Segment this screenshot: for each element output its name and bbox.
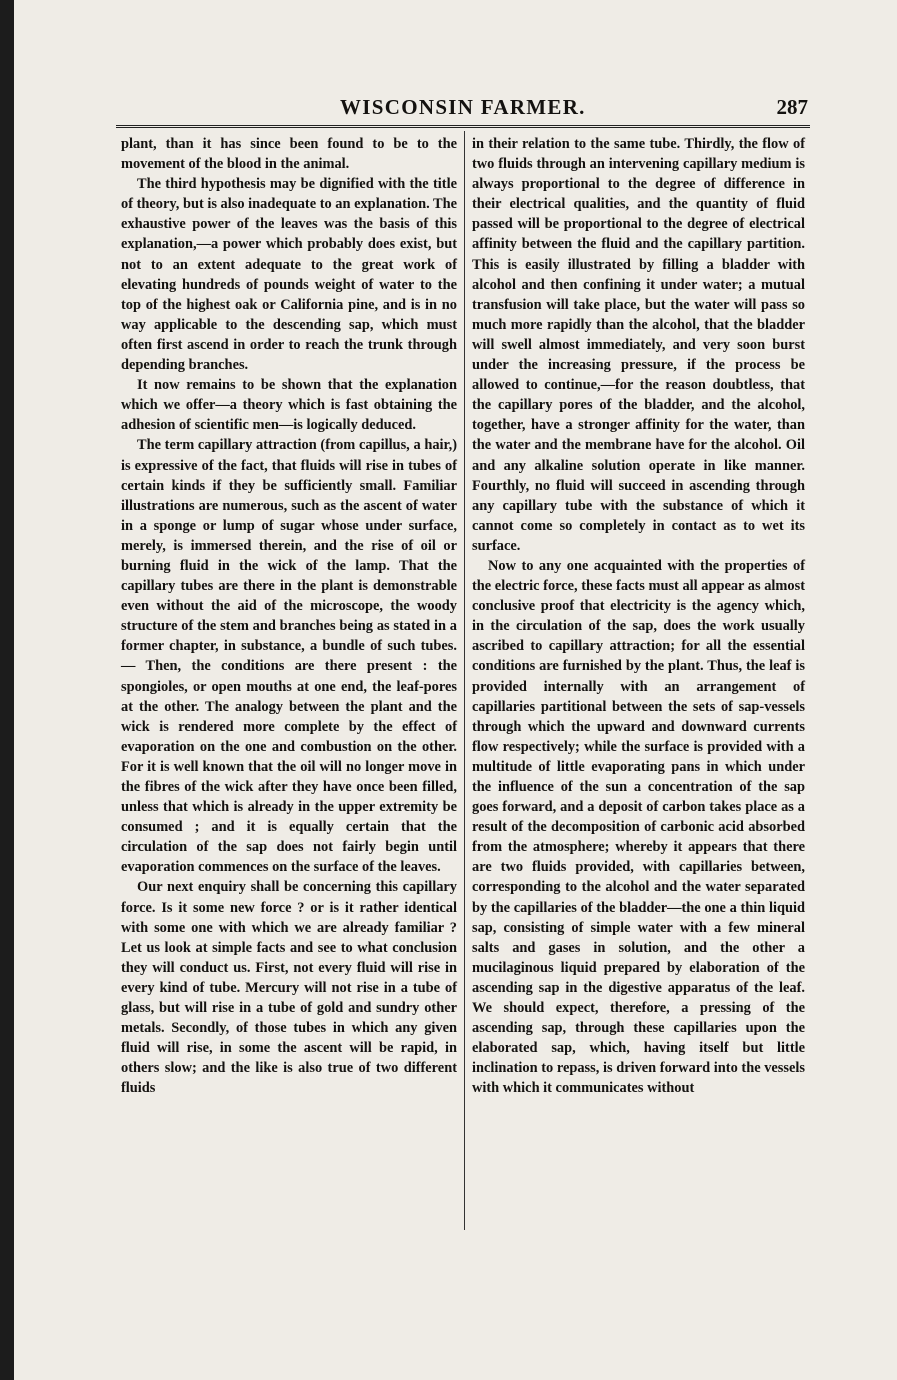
- left-column: [121, 134, 457, 1099]
- paragraph: The third hypothesis may be dignified with the title of theory, but is also inadequate to an explanation. The exhaustive power of the leaves was the basis of this explanation,—a power which probably does exist, but not to an extent adequate to the great work of elevating hundreds of pounds weight of water to the top of the highest oak or California pine, and is in no way applicable to the descending sap, which must often first ascend in order to reach the trunk through depending branches.: [121, 176, 457, 374]
- right-column: [472, 134, 805, 1099]
- paragraph: Now to any one acquainted with the properties of the electric force, these facts must all appear as almost conclusive proof that electricity is the agency which, in the circulation of the sap, does the work usually ascribed to capillary attraction; for all the essential conditions are furnished by the plant. Thus, the leaf is provided internally with an arrangement of capillaries partitional between the sets of sap-vessels through which the upward and downward currents flow respectively; while the surface is provided with a multitude of little evaporating pans in which under the influence of the sun a concentration of the sap goes forward, and a deposit of carbon takes place as a result of the decomposition of carbonic acid absorbed from the atmosphere; whereby it appears that there are two fluids provided, with capillaries between, corresponding to the alcohol and the water separated by the capillaries of the bladder—the one a thin liquid sap, consisting of simple water with a few mineral salts and gases in solution, and the other a mucilaginous liquid prepared by elaboration of the ascending sap in the digestive apparatus of the leaf. We should expect, therefore, a pressing of the ascending sap, through these capillaries upon the elaborated sap, which, having itself but little inclination to repass, is driven forward into the vessels with which it communicates without: [472, 557, 805, 1097]
- paragraph: in their relation to the same tube. Thirdly, the flow of two fluids through an intervening capillary medium is always proportional to the degree of difference in their electrical qualities, and the quantity of fluid passed will be proportional to the degree of electrical affinity between the fluid and the capillary partition. This is easily illustrated by filling a bladder with alcohol and then confining it under water; a mutual transfusion will take place, but the water will pass so much more rapidly than the alcohol, that the bladder will swell almost immediately, and very soon burst under the increasing pressure, if the process be allowed to continue,—for the reason doubtless, that the capillary pores of the bladder, and the alcohol, together, have a stronger affinity for the water, than the water and the membrane have for the alcohol. Oil and any alkaline solution operate in like manner. Fourthly, no fluid will succeed in ascending through any capillary tube with the substance of which it cannot come so completely in contact as to wet its surface.: [472, 136, 805, 554]
- scan-edge: [0, 0, 14, 1380]
- page-header: [118, 95, 808, 125]
- running-title: WISCONSIN FARMER.: [340, 95, 586, 119]
- page-number: 287: [776, 95, 808, 119]
- paragraph: The term capillary attraction (from capillus, a hair,) is expressive of the fact, that fluids will rise in tubes of certain kinds if they be sufficiently small. Familiar illustrations are numerous, such as the ascent of water in a sponge or lump of sugar whose under surface, merely, is immersed therein, and the rise of oil or burning fluid in the wick of the lamp. That the capillary tubes are there in the plant is demonstrable even without the aid of the microscope, the woody structure of the stem and branches being as stated in a former chapter, in substance, a bundle of such tubes.— Then, the conditions are there present : the spongioles, or open mouths at one end, the leaf-pores at the other. The analogy between the plant and the wick is rendered more complete by the effect of evaporation on the one and combustion on the other. For it is well known that the oil will no longer move in the fibres of the wick after they have once been filled, unless that which is already in the upper extremity be consumed ; and it is equally certain that the circulation of the sap does not fairly begin until evaporation commences on the surface of the leaves.: [121, 437, 457, 876]
- paragraph: plant, than it has since been found to be to the movement of the blood in the animal.: [121, 136, 457, 173]
- paragraph: Our next enquiry shall be concerning this capillary force. Is it some new force ? or is it rather identical with some one with which we are already familiar ? Let us look at simple facts and see to what conclusion they will conduct us. First, not every fluid will rise in every kind of tube. Mercury will not rise in a tube of glass, but will rise in a tube of gold and sundry other metals. Secondly, of those tubes in which any given fluid will rise, in some the ascent will be rapid, in others slow; and the like is also true of two different fluids: [121, 879, 457, 1097]
- column-divider: [464, 131, 465, 1230]
- header-rule: [116, 125, 810, 128]
- paragraph: It now remains to be shown that the explanation which we offer—a theory which is fast obtaining the adhesion of scientific men—is logically deduced.: [121, 377, 457, 434]
